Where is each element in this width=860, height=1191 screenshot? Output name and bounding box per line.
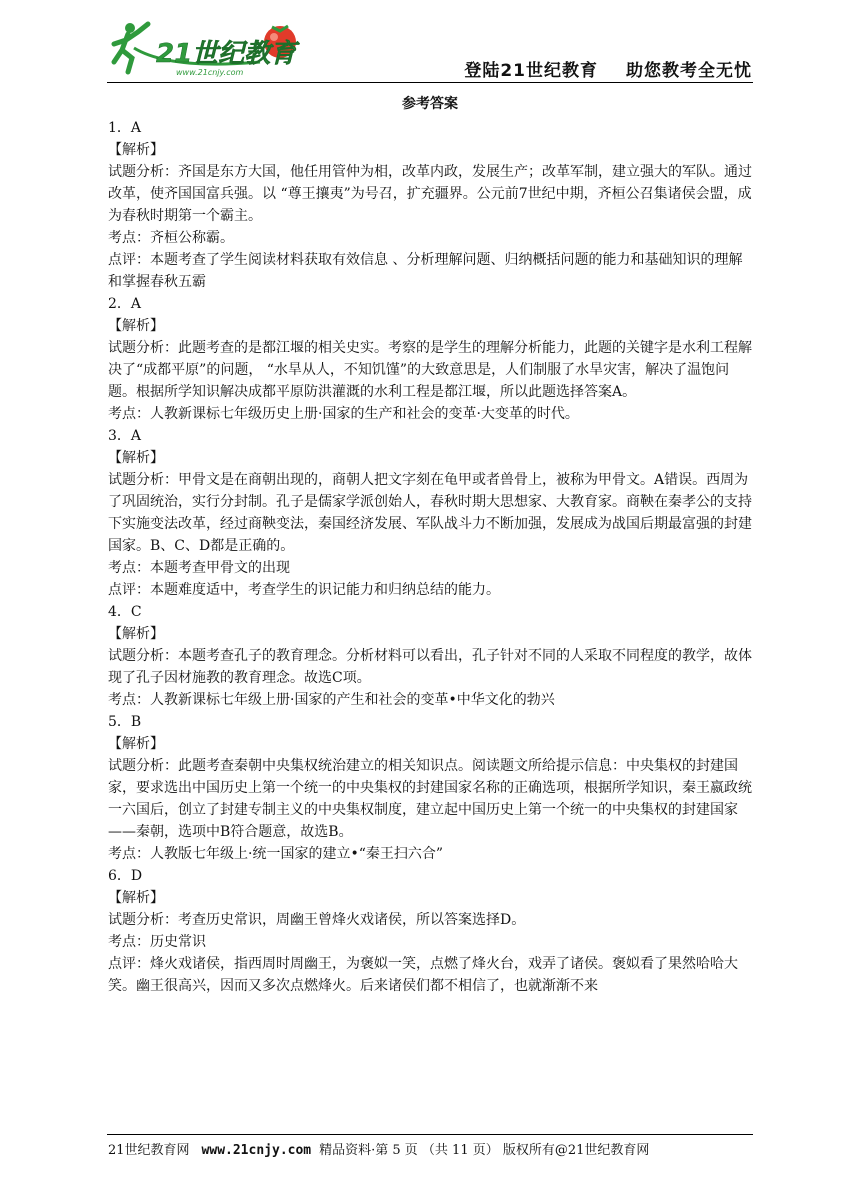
footer-page-info: 精品资料·第 5 页 （共 11 页） 版权所有@21世纪教育网 <box>319 1143 650 1158</box>
answer-item-3 <box>108 425 754 601</box>
logo-url: www.21cnjy.com <box>176 68 244 77</box>
header-divider <box>107 82 753 83</box>
answer-list <box>108 117 754 997</box>
slogan-left: 登陆21世纪教育 <box>464 61 598 81</box>
site-logo[interactable] <box>110 18 310 80</box>
answer-number: 4．C <box>108 604 142 620</box>
analysis-text: 试题分析：甲骨文是在商朝出现的，商朝人把文字刻在龟甲或者兽骨上，被称为甲骨文。A错误。西周为了巩固统治，实行分封制。孔子是儒家学派创始人，春秋时期大思想家、大教育家。商鞅在秦孝公的支持下实施变法改革，经过商鞅变法，秦国经济发展、军队战斗力不断加强，发展成为战国后期最富强的封建国家。B、C、D都是正确的。 <box>108 472 752 554</box>
analysis-text: 试题分析：考查历史常识，周幽王曾烽火戏诸侯，所以答案选择D。 <box>108 912 526 928</box>
answer-item-1 <box>108 117 754 293</box>
comment-text: 点评：本题考查了学生阅读材料获取有效信息 、分析理解问题、归纳概括问题的能力和基础知识的理解和掌握春秋五霸 <box>108 252 743 290</box>
test-point: 考点：齐桓公称霸。 <box>108 230 234 246</box>
answer-item-4 <box>108 601 754 711</box>
analysis-tag: 【解析】 <box>108 318 164 334</box>
comment-text: 点评：烽火戏诸侯，指西周时周幽王，为褒姒一笑，点燃了烽火台，戏弄了诸侯。褒姒看了果然哈哈大笑。幽王很高兴，因而又多次点燃烽火。后来诸侯们都不相信了，也就渐渐不来 <box>108 956 738 994</box>
slogan-right: 助您教考全无忧 <box>626 61 752 81</box>
analysis-text: 试题分析：齐国是东方大国，他任用管仲为相，改革内政，发展生产；改革军制，建立强大的军队。通过改革，使齐国国富兵强。以 “尊王攘夷”为号召，扩充疆界。公元前7世纪中期，齐桓公召集诸侯会盟，成为春秋时期第一个霸主。 <box>108 164 752 224</box>
answer-item-6 <box>108 865 754 997</box>
logo-wordmark: 21世纪教育 <box>156 39 297 69</box>
test-point: 考点：人教版七年级上·统一国家的建立•“秦王扫六合” <box>108 846 444 862</box>
analysis-tag: 【解析】 <box>108 626 164 642</box>
analysis-text: 试题分析：此题考查的是都江堰的相关史实。考察的是学生的理解分析能力，此题的关键字是水利工程解决了“成都平原”的问题， “水旱从人，不知饥馑”的大致意思是，人们制服了水旱灾害，解决了温饱问题。根据所学知识解决成都平原防洪灌溉的水利工程是都江堰，所以此题选择答案A。 <box>108 340 752 400</box>
analysis-tag: 【解析】 <box>108 142 164 158</box>
answer-number: 2．A <box>108 296 142 312</box>
comment-text: 点评：本题难度适中，考查学生的识记能力和归纳总结的能力。 <box>108 582 500 598</box>
answer-item-2 <box>108 293 754 425</box>
answer-item-5 <box>108 711 754 865</box>
page-title: 参考答案 <box>402 96 458 112</box>
analysis-tag: 【解析】 <box>108 736 164 752</box>
analysis-tag: 【解析】 <box>108 450 164 466</box>
test-point: 考点：本题考查甲骨文的出现 <box>108 560 290 576</box>
page-header <box>0 0 860 88</box>
answer-number: 5．B <box>108 714 142 730</box>
analysis-tag: 【解析】 <box>108 890 164 906</box>
answer-number: 3．A <box>108 428 142 444</box>
analysis-text: 试题分析：本题考查孔子的教育理念。分析材料可以看出，孔子针对不同的人采取不同程度的教学，故体现了孔子因材施教的教育理念。故选C项。 <box>108 648 752 686</box>
analysis-text: 试题分析：此题考查秦朝中央集权统治建立的相关知识点。阅读题文所给提示信息：中央集权的封建国家，要求选出中国历史上第一个统一的中央集权的封建国家名称的正确选项，根据所学知识，秦王嬴政统一六国后，创立了封建专制主义的中央集权制度，建立起中国历史上第一个统一的中央集权的封建国家——秦朝，选项中B符合题意，故选B。 <box>108 758 752 840</box>
answer-number: 6．D <box>108 868 143 884</box>
footer-site-url[interactable]: www.21cnjy.com <box>201 1143 312 1158</box>
footer-site-name: 21世纪教育网 <box>108 1143 190 1158</box>
test-point: 考点：历史常识 <box>108 934 206 950</box>
header-slogan <box>464 56 752 81</box>
test-point: 考点：人教新课标七年级历史上册·国家的生产和社会的变革·大变革的时代。 <box>108 406 579 422</box>
test-point: 考点：人教新课标七年级上册·国家的产生和社会的变革•中华文化的勃兴 <box>108 692 555 708</box>
page-footer <box>108 1139 758 1158</box>
answer-number: 1．A <box>108 120 142 136</box>
footer-divider <box>107 1134 753 1135</box>
